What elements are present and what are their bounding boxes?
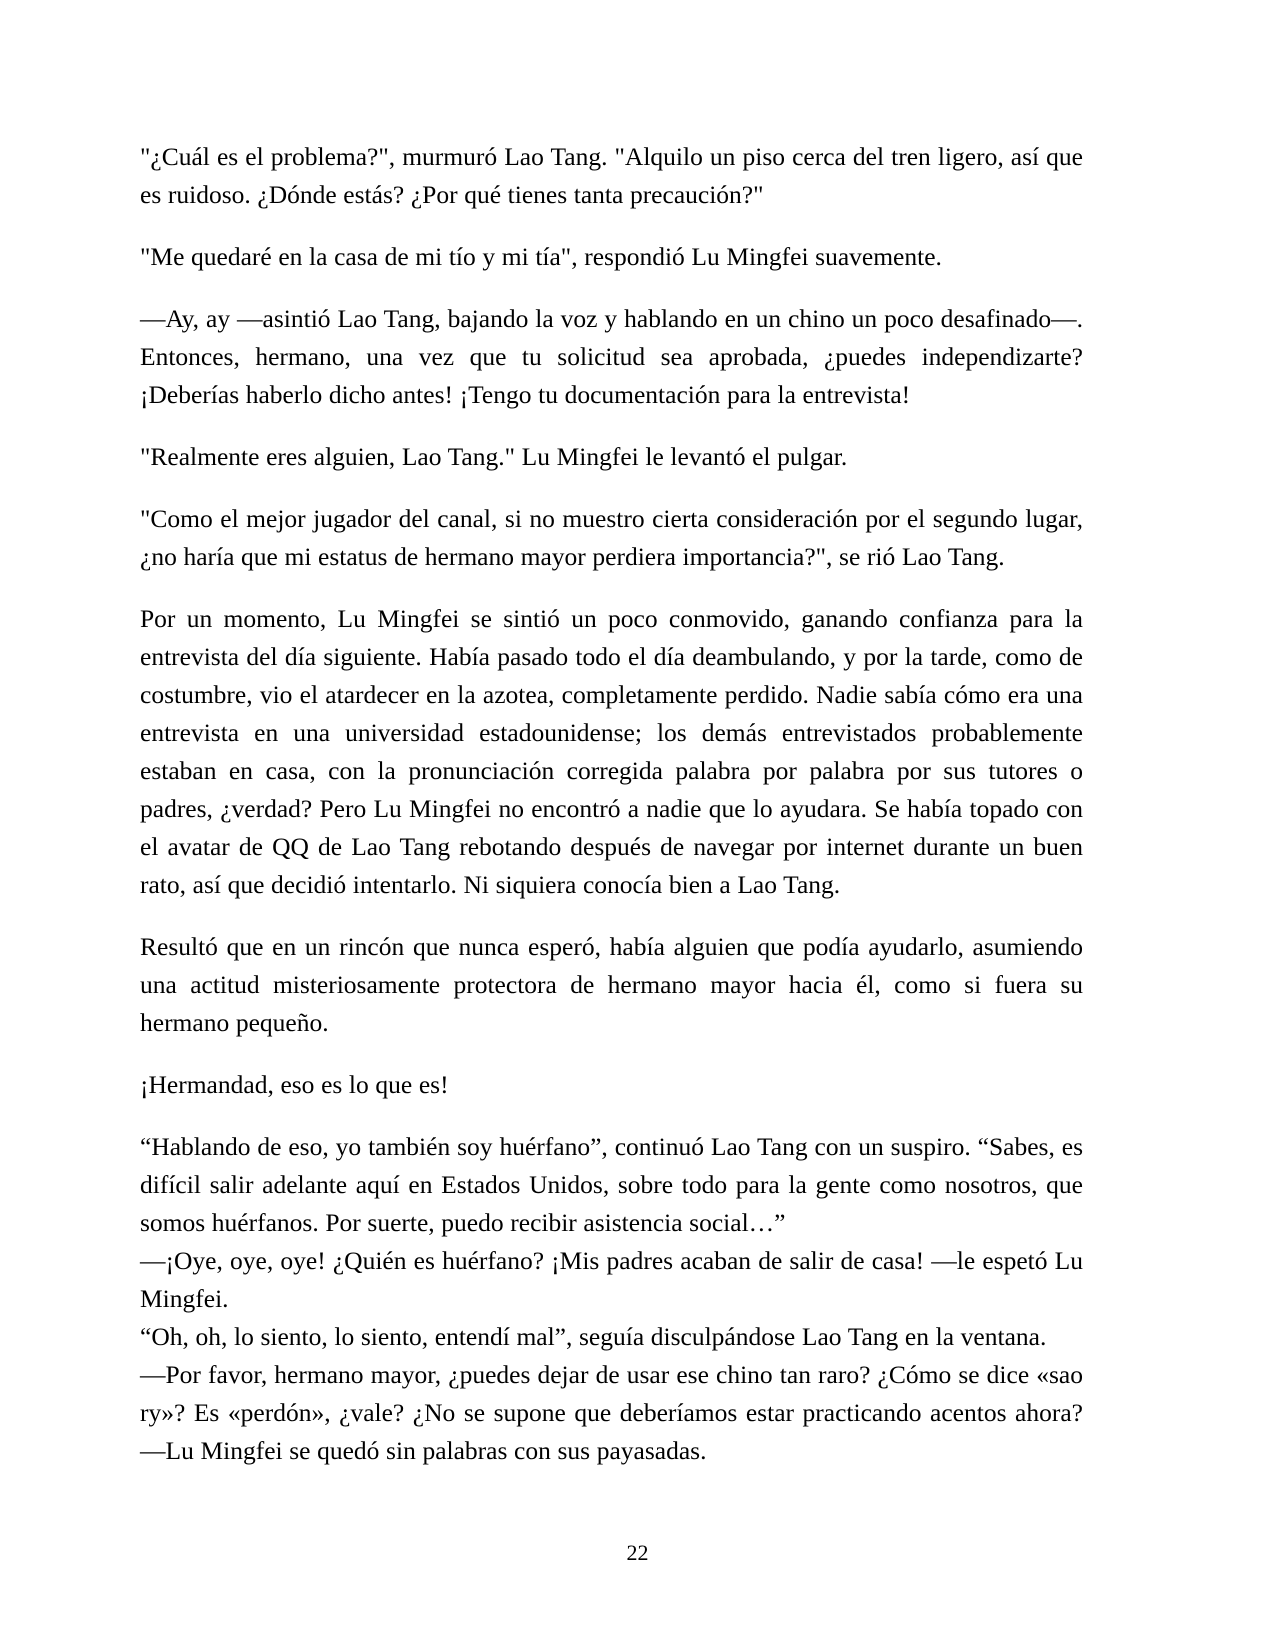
paragraph: Resultó que en un rincón que nunca esperó, había alguien que podía ayudarlo, asumiendo una actitud misteriosamente protectora de hermano mayor hacia él, como si fuera su hermano pequeño. bbox=[140, 932, 1083, 1037]
paragraph: "Me quedaré en la casa de mi tío y mi tía", respondió Lu Mingfei suavemente. bbox=[140, 242, 942, 271]
paragraph: "Como el mejor jugador del canal, si no muestro cierta consideración por el segundo lugar, ¿no haría que mi estatus de hermano mayor perdiera importancia?", se rió Lao Tang. bbox=[140, 504, 1083, 571]
paragraph: Por un momento, Lu Mingfei se sintió un poco conmovido, ganando confianza para la entrevista del día siguiente. Había pasado todo el día deambulando, y por la tarde, como de costumbre, vio el atardecer en la azotea, completamente perdido. Nadie sabía cómo era una entrevista en una universidad estadounidense; los demás entrevistados probablemente estaban en casa, con la pronunciación corregida palabra por palabra por sus tutores o padres, ¿verdad? Pero Lu Mingfei no encontró a nadie que lo ayudara. Se había topado con el avatar de QQ de Lao Tang rebotando después de navegar por internet durante un buen rato, así que decidió intentarlo. Ni siquiera conocía bien a Lao Tang. bbox=[140, 604, 1083, 899]
paragraph: —Ay, ay —asintió Lao Tang, bajando la voz y hablando en un chino un poco desafinado—. Entonces, hermano, una vez que tu solicitud sea aprobada, ¿puedes independizarte? ¡Deberías haberlo dicho antes! ¡Tengo tu documentación para la entrevista! bbox=[140, 304, 1083, 409]
page-text-body bbox=[140, 138, 1083, 1470]
paragraph: ¡Hermandad, eso es lo que es! bbox=[140, 1070, 449, 1099]
page-number: 22 bbox=[626, 1540, 649, 1565]
paragraph: —¡Oye, oye, oye! ¿Quién es huérfano? ¡Mis padres acaban de salir de casa! —le espetó Lu Mingfei. bbox=[140, 1246, 1083, 1313]
paragraph: "Realmente eres alguien, Lao Tang." Lu Mingfei le levantó el pulgar. bbox=[140, 442, 848, 471]
paragraph: —Por favor, hermano mayor, ¿puedes dejar de usar ese chino tan raro? ¿Cómo se dice «sao ry»? Es «perdón», ¿vale? ¿No se supone que deberíamos estar practicando acentos ahora? —Lu Mingfei se quedó sin palabras con sus payasadas. bbox=[140, 1360, 1083, 1465]
paragraph: "¿Cuál es el problema?", murmuró Lao Tang. "Alquilo un piso cerca del tren ligero, así que es ruidoso. ¿Dónde estás? ¿Por qué tienes tanta precaución?" bbox=[140, 142, 1083, 209]
paragraph: “Hablando de eso, yo también soy huérfano”, continuó Lao Tang con un suspiro. “Sabes, es difícil salir adelante aquí en Estados Unidos, sobre todo para la gente como nosotros, que somos huérfanos. Por suerte, puedo recibir asistencia social…” bbox=[140, 1132, 1083, 1237]
paragraph: “Oh, oh, lo siento, lo siento, entendí mal”, seguía disculpándose Lao Tang en la ventana. bbox=[140, 1322, 1047, 1351]
